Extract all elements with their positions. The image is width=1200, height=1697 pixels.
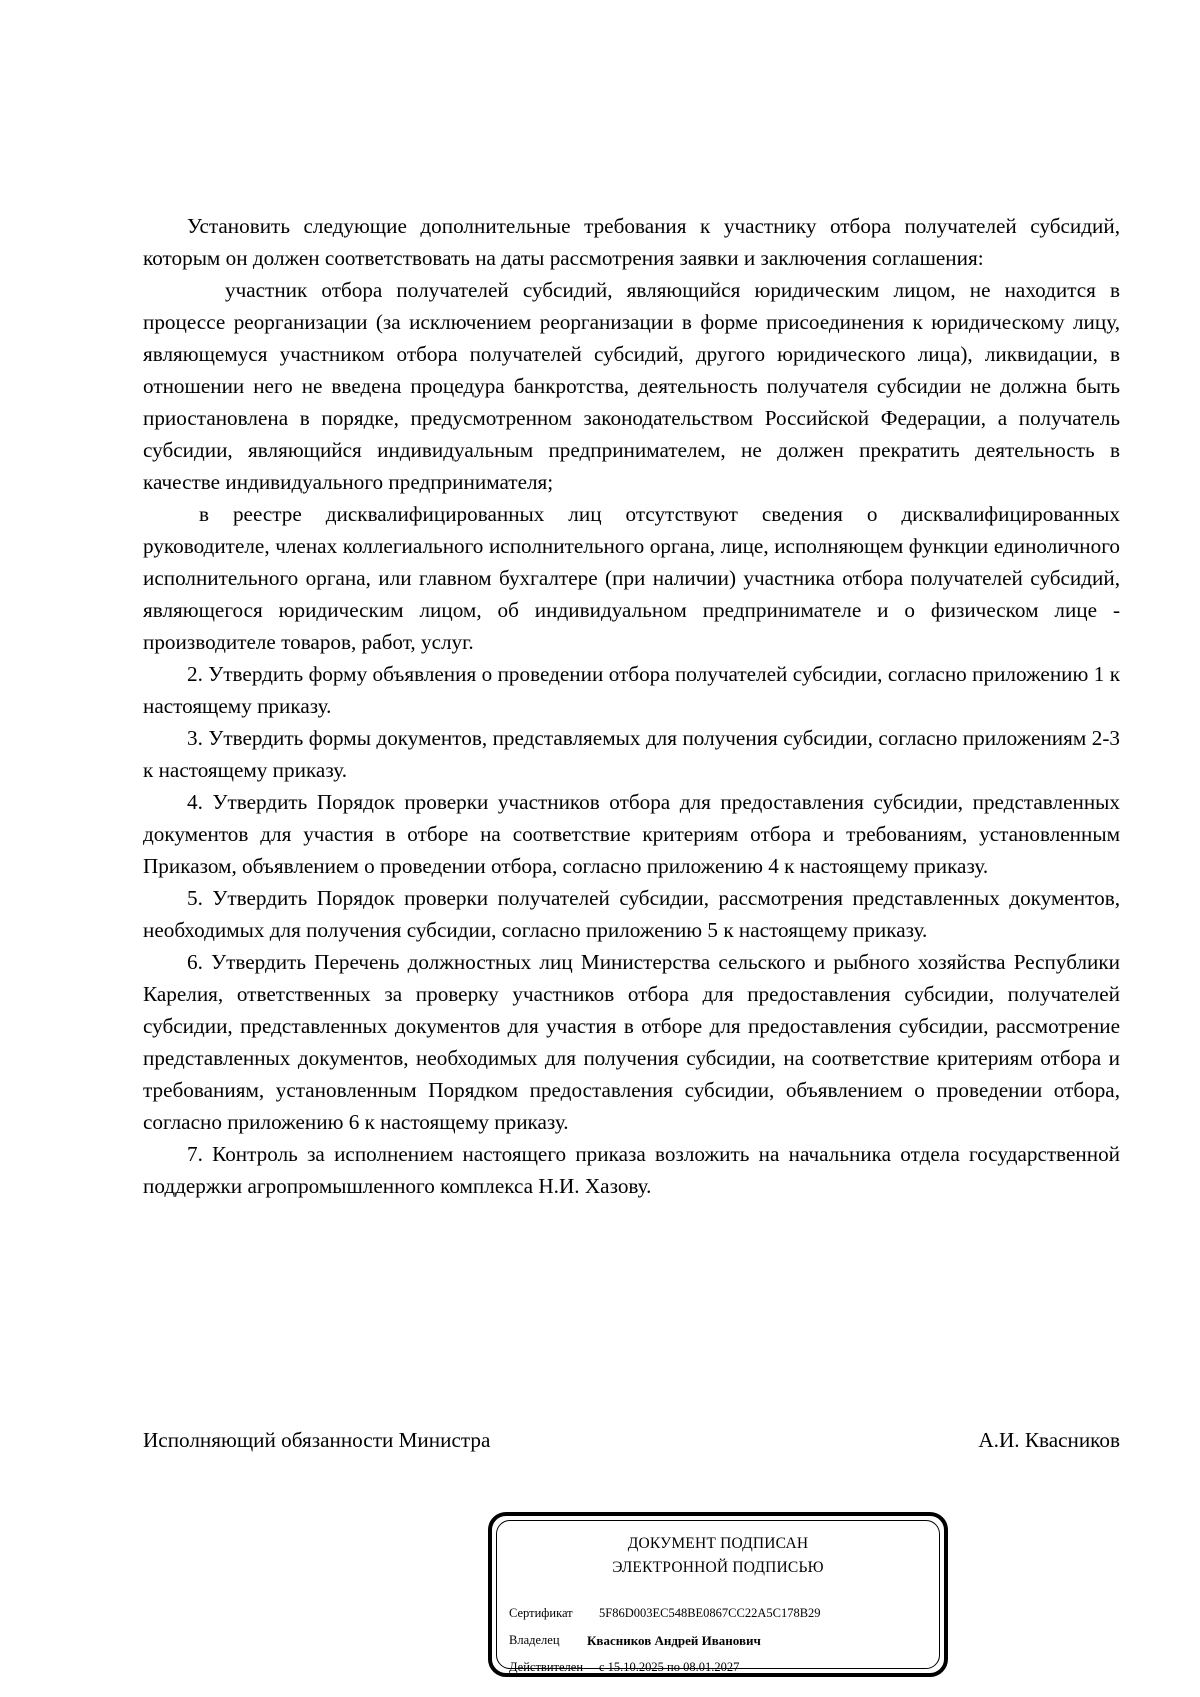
paragraph-requirements-intro: Установить следующие дополнительные требования к участнику отбора получателей субсидий, которым он должен соответствовать на даты рассмотрения заявки и заключения соглашения:	[143, 214, 1120, 270]
stamp-title	[492, 1532, 944, 1580]
stamp-fields	[509, 1600, 821, 1681]
stamp-certificate-label: Сертификат	[509, 1606, 573, 1620]
paragraph-item-2: 2. Утвердить форму объявления о проведении отбора получателей субсидии, согласно приложению 1 к настоящему приказу.	[143, 662, 1120, 718]
stamp-certificate-value: 5F86D003EC548BE0867CC22A5C178B29	[599, 1606, 821, 1620]
stamp-valid-row	[509, 1654, 821, 1681]
paragraph-requirement-disqualified: в реестре дисквалифицированных лиц отсутствуют сведения о дисквалифицированных руководителе, членах коллегиального исполнительного органа, лице, исполняющем функции единоличного исполнительного органа, или главном бухгалтере (при наличии) участника отбора получателей субсидий, являющегося юридическим лицом, об индивидуальном предпринимателе и о физическом лице - производителе товаров, работ, услуг.	[143, 502, 1120, 654]
stamp-owner-label: Владелец	[509, 1633, 560, 1647]
stamp-title-line-1: ДОКУМЕНТ ПОДПИСАН	[627, 1535, 809, 1552]
stamp-owner-value: Квасников Андрей Иванович	[587, 1633, 761, 1648]
paragraph-item-4: 4. Утвердить Порядок проверки участников отбора для предоставления субсидии, представленных документов для участия в отборе на соответствие критериям отбора и требованиям, установленным Приказом, объявлением о проведении отбора, согласно приложению 4 к настоящему приказу.	[143, 790, 1120, 878]
paragraph-item-5: 5. Утвердить Порядок проверки получателей субсидии, рассмотрения представленных документов, необходимых для получения субсидии, согласно приложению 5 к настоящему приказу.	[143, 886, 1120, 942]
stamp-valid-label: Действителен	[509, 1660, 584, 1674]
signatory-name: А.И. Квасников	[978, 1428, 1120, 1452]
paragraph-requirement-reorganization: участник отбора получателей субсидий, являющийся юридическим лицом, не находится в процессе реорганизации (за исключением реорганизации в форме присоединения к юридическому лицу, являющемуся участником отбора получателей субсидий, другого юридического лица), ликвидации, в отношении него не введена процедура банкротства, деятельность получателя субсидии не должна быть приостановлена в порядке, предусмотренном законодательством Российской Федерации, а получатель субсидии, являющийся индивидуальным предпринимателем, не должен прекратить деятельность в качестве индивидуального предпринимателя;	[143, 278, 1120, 494]
stamp-certificate-row	[509, 1600, 821, 1627]
signature-row	[143, 1424, 1120, 1456]
paragraph-item-6: 6. Утвердить Перечень должностных лиц Министерства сельского и рыбного хозяйства Республики Карелия, ответственных за проверку участников отбора для предоставления субсидии, получателей субсидии, представленных документов для участия в отборе для предоставления субсидии, рассмотрение представленных документов, необходимых для получения субсидии, на соответствие критериям отбора и требованиям, установленным Порядком предоставления субсидии, объявлением о проведении отбора, согласно приложению 6 к настоящему приказу.	[143, 950, 1120, 1134]
stamp-title-line-2: ЭЛЕКТРОННОЙ ПОДПИСЬЮ	[612, 1559, 824, 1576]
paragraph-item-3: 3. Утвердить формы документов, представляемых для получения субсидии, согласно приложениям 2-3 к настоящему приказу.	[143, 726, 1120, 782]
stamp-valid-value: с 15.10.2025 по 08.01.2027	[599, 1660, 740, 1674]
stamp-owner-row	[509, 1627, 821, 1654]
signatory-position: Исполняющий обязанности Министра	[143, 1428, 491, 1452]
electronic-signature-stamp	[488, 1512, 948, 1677]
paragraph-item-7: 7. Контроль за исполнением настоящего приказа возложить на начальника отдела государственной поддержки агропромышленного комплекса Н.И. Хазову.	[143, 1142, 1120, 1198]
document-body	[143, 210, 1120, 1202]
